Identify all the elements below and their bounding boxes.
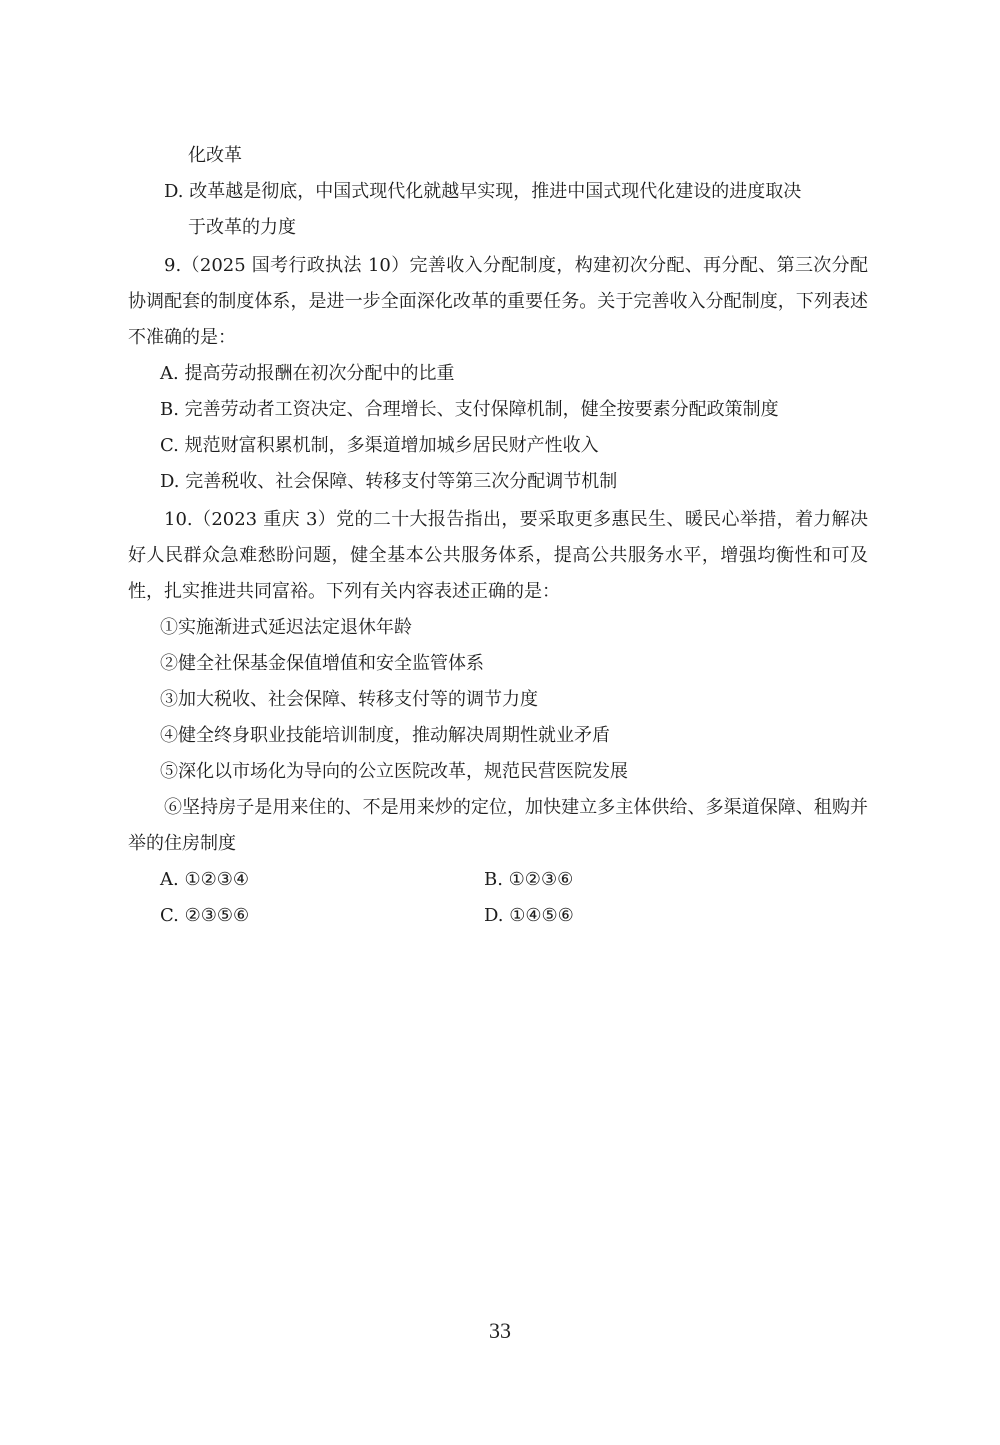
question-10-option-a: A. ①②③④ <box>160 869 249 890</box>
question-10-item-4: ④健全终身职业技能培训制度，推动解决周期性就业矛盾 <box>160 725 610 746</box>
question-10-option-c: C. ②③⑤⑥ <box>160 905 250 926</box>
question-10-item-1: ①实施渐进式延迟法定退休年龄 <box>160 617 412 638</box>
question-9-stem: 9.（2025 国考行政执法 10）完善收入分配制度，构建初次分配、再分配、第三次分配协调配套的制度体系，是进一步全面深化改革的重要任务。关于完善收入分配制度，下列表述不准确的是： <box>128 255 868 348</box>
question-9-option-d: D. 完善税收、社会保障、转移支付等第三次分配调节机制 <box>160 471 618 492</box>
question-10-item-5: ⑤深化以市场化为导向的公立医院改革，规范民营医院发展 <box>160 761 628 782</box>
question-10-option-d: D. ①④⑤⑥ <box>484 905 574 926</box>
prev-option-d-line2: 于改革的力度 <box>188 217 296 238</box>
question-10-item-6: ⑥坚持房子是用来住的、不是用来炒的定位，加快建立多主体供给、多渠道保障、租购并举的住房制度 <box>128 797 868 854</box>
question-9-option-a: A. 提高劳动报酬在初次分配中的比重 <box>160 363 455 384</box>
prev-option-c-tail: 化改革 <box>188 145 242 166</box>
question-9-option-c: C. 规范财富积累机制，多渠道增加城乡居民财产性收入 <box>160 435 599 456</box>
question-10-item-3: ③加大税收、社会保障、转移支付等的调节力度 <box>160 689 538 710</box>
page-number: 33 <box>489 1318 511 1343</box>
question-9-option-b: B. 完善劳动者工资决定、合理增长、支付保障机制，健全按要素分配政策制度 <box>160 399 779 420</box>
question-10-item-2: ②健全社保基金保值增值和安全监管体系 <box>160 653 484 674</box>
prev-option-d-line1: D. 改革越是彻底，中国式现代化就越早实现，推进中国式现代化建设的进度取决 <box>164 181 802 202</box>
question-10-options <box>128 862 868 934</box>
question-10-option-b: B. ①②③⑥ <box>484 869 574 890</box>
question-10-stem: 10.（2023 重庆 3）党的二十大报告指出，要采取更多惠民生、暖民心举措，着力解决好人民群众急难愁盼问题，健全基本公共服务体系，提高公共服务水平，增强均衡性和可及性，扎实推进共同富裕。下列有关内容表述正确的是： <box>128 509 868 602</box>
page-content <box>128 138 868 934</box>
